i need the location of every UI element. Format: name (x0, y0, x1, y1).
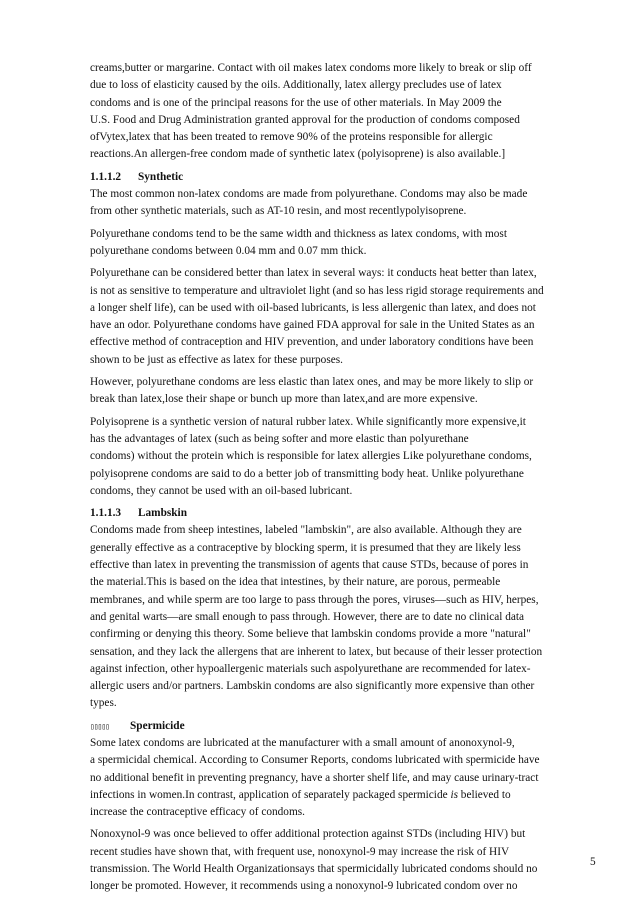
page-number: 5 (590, 856, 596, 868)
paragraph-spermicide-emphasis: is (450, 788, 458, 801)
paragraph-synthetic-intro: The most common non-latex condoms are made from polyurethane. Condoms may also be made from other synthetic materials, such as AT-10 resin, and most recentlypolyisoprene. (90, 188, 528, 218)
paragraph-spermicide-text-b: believed to increase the contraceptive efficacy of condoms. (90, 788, 511, 819)
paragraph-polyurethane-thickness: Polyurethane condoms tend to be the same width and thickness as latex condoms, with most polyurethane condoms between 0.04 mm and 0.07 mm thick. (90, 227, 507, 257)
heading-spermicide-number: ▯▯▯▯▯ (90, 721, 110, 731)
paragraph-spermicide-text-a: Some latex condoms are lubricated at the manufacturer with a small amount of anonoxynol-9, a spermicidal chemical. According to Consumer Reports, condoms lubricated with spermicide have no additional benefit in preventing pregnancy, have a shorter shelf life, and may cause urinary-tract infections in women.In contrast, application of separately packaged spermicide (90, 736, 540, 801)
heading-lambskin (90, 505, 616, 522)
heading-synthetic-title: Synthetic (138, 170, 184, 183)
heading-lambskin-number: 1.1.1.3 (90, 507, 122, 520)
heading-synthetic (90, 169, 616, 186)
heading-spermicide (90, 718, 616, 735)
heading-synthetic-number: 1.1.1.2 (90, 170, 122, 183)
paragraph-nonoxynol: Nonoxynol-9 was once believed to offer additional protection against STDs (including HIV) but recent studies have shown that, with frequent use, nonoxynol-9 may increase the risk of HIV transmission. The World Health Organizationsays that spermicidally lubricated condoms should no longer be promoted. However, it recommends using a nonoxynol-9 lubricated condom over no (90, 828, 538, 893)
paragraph-polyurethane-advantages: Polyurethane can be considered better than latex in several ways: it conducts heat better than latex, is not as sensitive to temperature and ultraviolet light (and so has less rigid storage requirements and a longer shelf life), can be used with oil-based lubricants, is less allergenic than latex, and does not have an odor. Polyurethane condoms have gained FDA approval for sale in the United States as an effective method of contraception and HIV prevention, and under laboratory conditions have been shown to be just as effective as latex for these purposes. (90, 267, 544, 366)
page-body (90, 60, 616, 901)
heading-lambskin-title: Lambskin (138, 507, 187, 520)
paragraph-polyurethane-drawbacks: However, polyurethane condoms are less elastic than latex ones, and may be more likely to slip or break than latex,lose their shape or bunch up more than latex,and are more expensive. (90, 376, 534, 406)
paragraph-lambskin: Condoms made from sheep intestines, labeled "lambskin", are also available. Although they are generally effective as a contraceptive by blocking sperm, it is presumed that they are likely less effective than latex in preventing the transmission of agents that cause STDs, because of pores in the material.This is based on the idea that intestines, by their nature, are porous, permeable membranes, and while sperm are too large to pass through the pores, viruses—such as HIV, herpes, and genital warts—are small enough to pass through. However, there are to date no clinical data confirming or denying this theory. Some believe that lambskin condoms provide a more "natural" sensation, and they lack the allergens that are inherent to latex, but because of their lesser protection against infection, other hypoallergenic materials such aspolyurethane are recommended for latex- allergic users and/or partners. Lambskin condoms are also significantly more expensive than other types. (90, 524, 543, 710)
paragraph-polyisoprene: Polyisoprene is a synthetic version of natural rubber latex. While significantly more expensive,it has the advantages of latex (such as being softer and more elastic than polyurethane condoms) without the protein which is responsible for latex allergies Like polyurethane condoms, polyisoprene condoms are said to do a better job of transmitting body heat. Unlike polyurethane condoms, they cannot be used with an oil-based lubricant. (90, 415, 532, 497)
heading-spermicide-title: Spermicide (130, 719, 185, 732)
paragraph-spermicide (90, 735, 616, 821)
paragraph-latex-oil: creams,butter or margarine. Contact with oil makes latex condoms more likely to break or slip off due to loss of elasticity caused by the oils. Additionally, latex allergy precludes use of latex condoms and is one of the principal reasons for the use of other materials. In May 2009 the U.S. Food and Drug Administration granted approval for the production of condoms composed ofVytex,latex that has been treated to remove 90% of the proteins responsible for allergic reactions.An allergen-free condom made of synthetic latex (polyisoprene) is also available.] (90, 62, 532, 161)
